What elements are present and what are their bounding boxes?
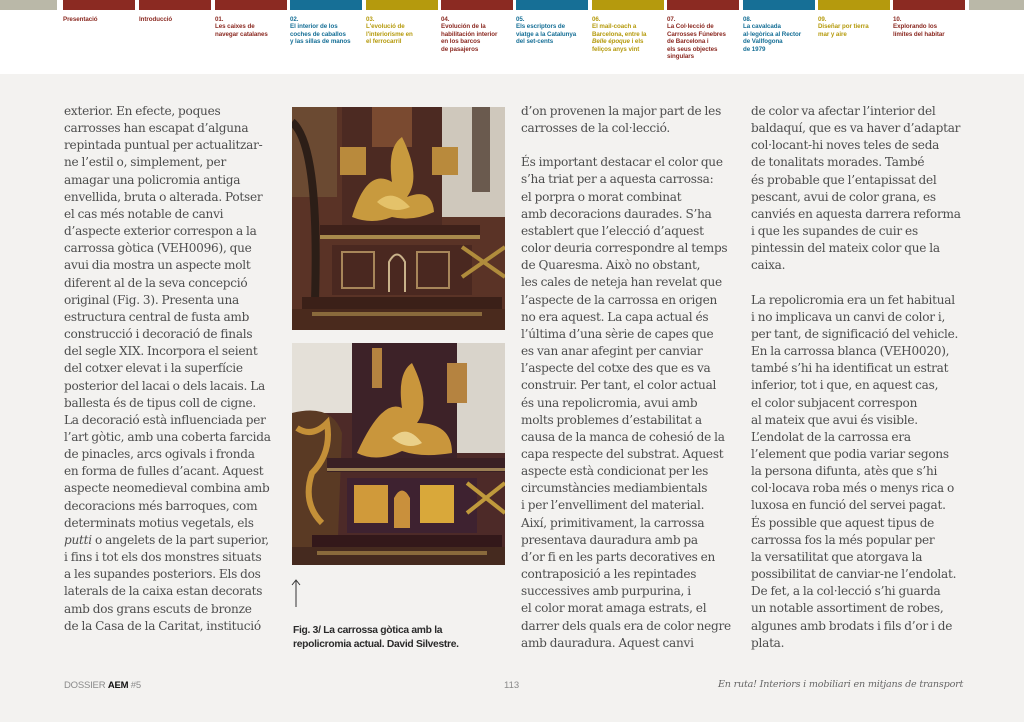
text-run: exterior. En efecte, poques carrosses han escapat d’alguna repintada puntual per actualitzar- ne l’estil o, simplement, per amagar una policromia antiga envellida, bruta o alterada. Potser el cas més notable de canvi d’aspecte exterior correspon a la carrossa gòtica (VEH0096), que avui dia mostra un aspecte molt diferent al de la seva concepció original (Fig. 3). Presenta una estructura central de fusta amb construcció i decoració de finals del segle XIX. Incorpora el seient del cotxer elevat i la superfície posterior del lacai o dels lacais. La ballesta és de tipus coll de cigne. La decoració està influenciada per l’art gòtic, amb una coberta farcida de pinacles, arcs ogivals i fronda en forma de fulles d’acant. Aquest aspecte neomedieval combina amb decoracions més barroques, com determinats motius vegetals, els [64, 104, 271, 530]
nav-edge-left [0, 0, 57, 74]
footer-dossier-label [64, 680, 141, 691]
tab-color-bar [516, 0, 588, 10]
nav-tab-05[interactable] [516, 0, 588, 74]
tab-number: 10. [893, 16, 902, 23]
tab-title: L'evolució de l'interiorisme en el ferrocarril [366, 23, 413, 46]
tab-title: Diseñar por tierra mar y aire [818, 23, 869, 38]
dossier-brand: AEM [107, 680, 129, 691]
tab-color-bar [366, 0, 438, 10]
paragraph: És important destacar el color que s’ha triat per a aquesta carrossa: el porpra o morat combinat amb decoracions daurades. S’ha establert que l’elecció d’aquest color deuria correspondre al temps de Quaresma. Això no obstant, les cales de neteja han revelat que l’aspecte de la carrossa en origen no era aquest. La capa actual és l’última d’una sèrie de capes que es van anar afegint per canviar l’aspecte del cotxe des que es va construir. Per tant, el color actual és una repolicromia, avui amb molts problemes d’estabilitat a causa de la manca de cohesió de la capa respecte del substrat. Aquest aspecte està condicionat per les circumstàncies mediambientals i per l’envelliment del material. Així, primitivament, la carrossa presentava dauradura amb pa d’or fi en les parts decoratives en contraposició a les repintades successives amb purpurina, i el color morat amaga estrats, el darrer dels quals era de color negre amb dauradura. Aquest canvi [521, 155, 731, 650]
tab-color-bar [63, 0, 135, 10]
tab-label [516, 16, 594, 46]
tab-color-bar [290, 0, 362, 10]
tab-label [592, 16, 670, 53]
tab-color-bar [215, 0, 287, 10]
paragraph [64, 103, 278, 635]
tab-title: Evolución de la habilitación interior en los barcos de pasajeros [441, 23, 498, 53]
tab-title: Introducció [139, 16, 173, 23]
tab-color-bar [743, 0, 815, 10]
italic-term: Belle époque [592, 38, 630, 46]
tab-label [139, 16, 217, 23]
tab-title: La Col·lecció de Carrosses Fúnebres de Barcelona i els seus objectes singulars [667, 23, 726, 61]
nav-tab-10[interactable] [893, 0, 965, 74]
nav-tab-09[interactable] [818, 0, 890, 74]
nav-tab-07[interactable] [667, 0, 739, 74]
paragraph: de color va afectar l’interior del baldaquí, que es va haver d’adaptar col·locant-hi noves teles de seda de tonalitats morades. També és probable que l’entapissat del pescant, avui de color grana, es canviés en aquesta darrera reforma i que les supandes de cuir es pintessin del mateix color que la caixa. [751, 104, 961, 273]
nav-tab-presentacio[interactable] [63, 0, 135, 74]
tab-label [893, 16, 971, 38]
text-run: o angelets de la part superior, i fins i tot els dos monstres situats a les supandes posteriors. Els dos laterals de la caixa estan decorats amb dos grans escuts de bronze de la Casa de la Caritat, institució [64, 532, 269, 633]
tab-label [818, 16, 896, 38]
nav-tab-01[interactable] [215, 0, 287, 74]
nav-tab-04[interactable] [441, 0, 513, 74]
tab-number: 05. [516, 16, 525, 23]
article-column-4 [751, 103, 973, 652]
nav-edge-left-bar [0, 0, 57, 10]
tab-title: Les caixes de navegar catalanes [215, 23, 268, 38]
tab-number: 06. [592, 16, 601, 23]
paragraph: d’on provenen la major part de les carrosses de la col·lecció. [521, 104, 722, 136]
tab-color-bar [818, 0, 890, 10]
tab-number: 09. [818, 16, 827, 23]
page-number: 113 [504, 680, 520, 691]
tab-title: Els escriptors de viatge a la Catalunya del set-cents [516, 23, 577, 46]
tab-label [63, 16, 141, 23]
tab-number: 03. [366, 16, 375, 23]
nav-tab-introduccio[interactable] [139, 0, 211, 74]
tab-number: 01. [215, 16, 224, 23]
nav-tab-03[interactable] [366, 0, 438, 74]
tab-label [667, 16, 745, 60]
publication-title: En ruta! Interiors i mobiliari en mitjans de transport [718, 679, 964, 690]
tab-title: El mail-coach a Barcelona, entre la Belle époque i els feliços anys vint [592, 23, 647, 53]
figure-caption: Fig. 3/ La carrossa gòtica amb la repolicromia actual. David Silvestre. [293, 625, 459, 650]
carriage-repolychrome-image [292, 343, 505, 565]
nav-tab-08[interactable] [743, 0, 815, 74]
paragraph: La repolicromia era un fet habitual i no implicava un canvi de color i, per tant, de significació del vehicle. En la carrossa blanca (VEH0020), també s’hi ha identificat un estrat inferior, tot i que, en aquest cas, el color subjacent correspon al mateix que avui és visible. L’endolat de la carrossa era l’element que podia variar segons la persona difunta, atès que s’hi col·locava roba més o menys rica o luxosa en funció del servei pagat. És possible que aquest tipus de carrossa fos la més popular per la versatilitat que atorgava la possibilitat de canviar-ne l’endolat. De fet, a la col·lecció s’hi guarda un notable assortiment de robes, algunes amb brodats i fils d’or i de plata. [751, 292, 959, 650]
italic-term: putti [64, 532, 92, 547]
tab-color-bar [893, 0, 965, 10]
tab-color-bar [592, 0, 664, 10]
tab-color-bar [139, 0, 211, 10]
tab-title: Explorando los límites del habitar [893, 23, 945, 38]
article-column-3 [521, 103, 741, 652]
tab-label [743, 16, 821, 53]
carriage-detail-image [292, 107, 505, 330]
tab-number: 02. [290, 16, 299, 23]
arrow-up-icon [290, 578, 302, 608]
nav-tab-02[interactable] [290, 0, 362, 74]
tab-color-bar [441, 0, 513, 10]
tab-label [290, 16, 368, 46]
tab-color-bar [667, 0, 739, 10]
figure-photo-top [292, 107, 505, 330]
tab-title: La cavalcada al·legòrica al Rector de Vallfogona de 1979 [743, 23, 802, 53]
nav-edge-right [969, 0, 1024, 74]
chapter-navigation [0, 0, 1024, 74]
figure-photo-bottom [292, 343, 505, 565]
tab-number: 04. [441, 16, 450, 23]
tab-label [215, 16, 293, 38]
tab-title: Presentació [63, 16, 98, 23]
tab-number: 08. [743, 16, 752, 23]
nav-edge-right-bar [969, 0, 1024, 10]
dossier-prefix: DOSSIER [64, 680, 108, 691]
tab-number: 07. [667, 16, 676, 23]
dossier-issue: #5 [128, 680, 141, 691]
tab-title: El interior de los coches de caballos y las sillas de manos [290, 23, 351, 46]
article-column-1 [64, 103, 278, 635]
tab-label [441, 16, 519, 53]
nav-tab-06[interactable] [592, 0, 664, 74]
tab-label [366, 16, 444, 46]
